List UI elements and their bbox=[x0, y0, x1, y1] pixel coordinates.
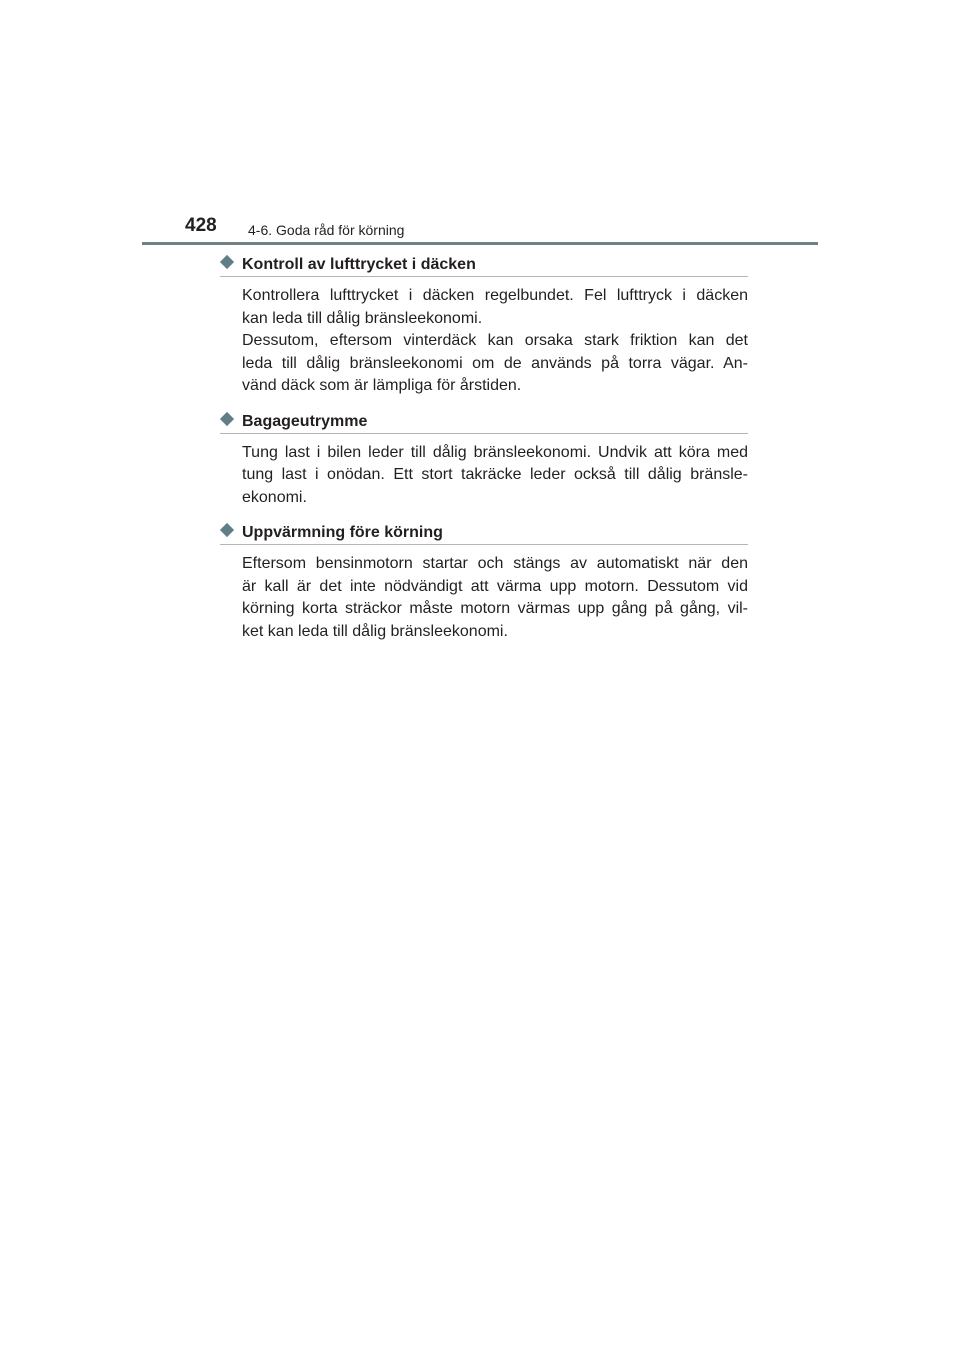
text-line: ekonomi. bbox=[242, 488, 307, 506]
page-header bbox=[0, 0, 960, 250]
text-line: ket kan leda till dålig bränsleekonomi. bbox=[242, 622, 508, 640]
section-heading bbox=[220, 410, 748, 434]
section-title: 4-6. Goda råd för körning bbox=[248, 222, 405, 238]
text-line: tung last i onödan. Ett stort takräcke leder också till dålig bränsle- bbox=[242, 466, 748, 483]
text-line: körning korta sträckor måste motorn värmas upp gång på gång, vil- bbox=[242, 600, 748, 617]
text-line: är kall är det inte nödvändigt att värma upp motorn. Dessutom vid bbox=[242, 577, 748, 595]
section-heading-title: Uppvärmning före körning bbox=[242, 524, 443, 541]
section-paragraph bbox=[242, 553, 748, 643]
section-heading-title: Bagageutrymme bbox=[242, 412, 368, 430]
section-heading-title: Kontroll av lufttrycket i däcken bbox=[242, 256, 476, 273]
text-line: vänd däck som är lämpliga för årstiden. bbox=[242, 377, 522, 394]
diamond-bullet-icon bbox=[220, 411, 234, 425]
section-luggage bbox=[220, 410, 748, 510]
section-heading bbox=[220, 253, 748, 277]
text-line: Tung last i bilen leder till dålig bränsleekonomi. Undvik att köra med bbox=[242, 443, 748, 461]
text-line: kan leda till dålig bränsleekonomi. bbox=[242, 309, 483, 327]
text-line: leda till dålig bränsleekonomi om de används på torra vägar. An- bbox=[242, 354, 748, 372]
text-line: Kontrollera lufttrycket i däcken regelbundet. Fel lufttryck i däcken bbox=[242, 287, 748, 304]
diamond-bullet-icon bbox=[220, 255, 234, 269]
section-paragraph bbox=[242, 285, 748, 398]
text-line: Dessutom, eftersom vinterdäck kan orsaka stark friktion kan det bbox=[242, 332, 748, 349]
section-warmup bbox=[220, 521, 748, 643]
page-number: 428 bbox=[185, 215, 217, 236]
section-paragraph bbox=[242, 442, 748, 510]
page-content bbox=[220, 253, 748, 655]
header-rule bbox=[142, 242, 818, 245]
text-line: Eftersom bensinmotorn startar och stängs av automatiskt när den bbox=[242, 555, 748, 572]
section-heading bbox=[220, 521, 748, 545]
diamond-bullet-icon bbox=[220, 523, 234, 537]
section-tire-pressure bbox=[220, 253, 748, 398]
